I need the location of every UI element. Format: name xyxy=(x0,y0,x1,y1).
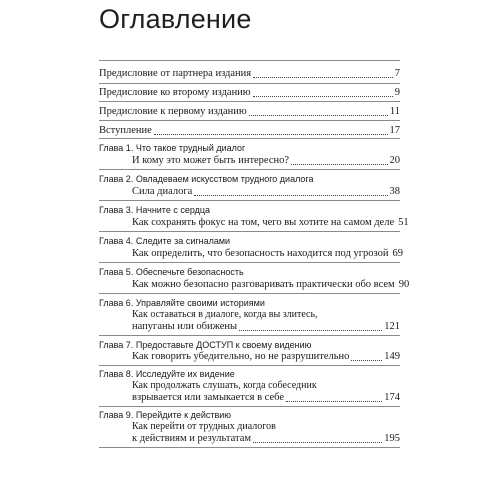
chapter-entry[interactable] xyxy=(132,432,400,446)
divider xyxy=(99,335,400,336)
divider xyxy=(99,101,400,102)
divider xyxy=(99,365,400,366)
chapter-entry[interactable] xyxy=(132,320,400,334)
toc-entry[interactable] xyxy=(99,124,400,138)
chapter-subtitle: Как определить, что безопасность находится под угрозой xyxy=(132,248,389,259)
divider xyxy=(99,293,400,294)
chapter-heading[interactable]: Глава 7. Предоставьте ДОСТУП к своему видению xyxy=(99,340,312,350)
leader-dots xyxy=(291,163,387,165)
divider xyxy=(99,231,400,232)
chapter-page: 51 xyxy=(398,217,409,228)
chapter-page: 174 xyxy=(384,392,400,403)
toc-entry[interactable] xyxy=(99,86,400,100)
toc-entry[interactable] xyxy=(99,67,400,81)
toc-entry-page: 17 xyxy=(389,125,400,136)
chapter-heading[interactable]: Глава 1. Что такое трудный диалог xyxy=(99,143,246,153)
chapter-subtitle: И кому это может быть интересно? xyxy=(132,155,290,166)
chapter-entry[interactable] xyxy=(132,391,400,405)
chapter-entry[interactable] xyxy=(132,216,409,230)
chapter-heading[interactable]: Глава 6. Управляйте своими историями xyxy=(99,298,265,308)
chapter-subtitle: напуганы или обижены xyxy=(132,321,238,332)
chapter-entry[interactable] xyxy=(132,278,410,292)
leader-dots xyxy=(351,359,382,361)
page-title: Оглавление xyxy=(99,4,252,34)
chapter-subtitle: Как можно безопасно разговаривать практически обо всем xyxy=(132,279,395,290)
chapter-subtitle: взрывается или замыкается в себе xyxy=(132,392,284,403)
chapter-heading[interactable]: Глава 3. Начните с сердца xyxy=(99,205,211,215)
chapter-subtitle: Как сохранять фокус на том, чего вы хотите на самом деле xyxy=(132,217,395,228)
chapter-page: 38 xyxy=(389,186,400,197)
divider xyxy=(99,120,400,121)
leader-dots xyxy=(194,194,387,196)
chapter-entry[interactable] xyxy=(132,185,400,199)
leader-dots xyxy=(286,400,382,402)
chapter-page: 195 xyxy=(384,433,400,444)
divider xyxy=(99,169,400,170)
toc-entry[interactable] xyxy=(99,105,400,119)
chapter-page: 121 xyxy=(384,321,400,332)
divider xyxy=(99,200,400,201)
chapter-heading[interactable]: Глава 8. Исследуйте их видение xyxy=(99,369,235,379)
leader-dots xyxy=(253,76,393,78)
chapter-heading[interactable]: Глава 5. Обеспечьте безопасность xyxy=(99,267,244,277)
chapter-heading[interactable]: Глава 2. Овладеваем искусством трудного диалога xyxy=(99,174,314,184)
leader-dots xyxy=(239,329,382,331)
chapter-entry[interactable] xyxy=(132,247,403,261)
divider xyxy=(99,262,400,263)
leader-dots xyxy=(253,95,393,97)
divider xyxy=(99,60,400,61)
toc-entry-label: Вступление xyxy=(99,125,152,136)
leader-dots xyxy=(249,114,388,116)
chapter-subtitle-line: Как перейти от трудных диалогов xyxy=(132,421,276,432)
chapter-entry[interactable] xyxy=(132,154,400,168)
chapter-heading[interactable]: Глава 4. Следите за сигналами xyxy=(99,236,231,246)
chapter-subtitle: Сила диалога xyxy=(132,186,193,197)
chapter-page: 149 xyxy=(384,351,400,362)
divider xyxy=(99,138,400,139)
toc-entry-page: 11 xyxy=(389,106,400,117)
divider xyxy=(99,83,400,84)
leader-dots xyxy=(253,441,382,443)
chapter-page: 20 xyxy=(389,155,400,166)
chapter-page: 90 xyxy=(398,279,410,290)
chapter-page: 69 xyxy=(392,248,403,259)
divider xyxy=(99,406,400,407)
toc-entry-label: Предисловие от партнера издания xyxy=(99,68,252,79)
leader-dots xyxy=(154,133,388,135)
toc-entry-label: Предисловие к первому изданию xyxy=(99,106,247,117)
chapter-subtitle-line: Как оставаться в диалоге, когда вы злитесь, xyxy=(132,309,318,320)
chapter-subtitle: к действиям и результатам xyxy=(132,433,252,444)
toc-entry-label: Предисловие ко второму изданию xyxy=(99,87,251,98)
divider xyxy=(99,447,400,448)
chapter-subtitle: Как говорить убедительно, но не разрушительно xyxy=(132,351,350,362)
chapter-subtitle-line: Как продолжать слушать, когда собеседник xyxy=(132,380,317,391)
chapter-heading[interactable]: Глава 9. Перейдите к действию xyxy=(99,410,232,420)
toc-entry-page: 7 xyxy=(394,68,400,79)
toc-entry-page: 9 xyxy=(394,87,400,98)
chapter-entry[interactable] xyxy=(132,350,400,364)
